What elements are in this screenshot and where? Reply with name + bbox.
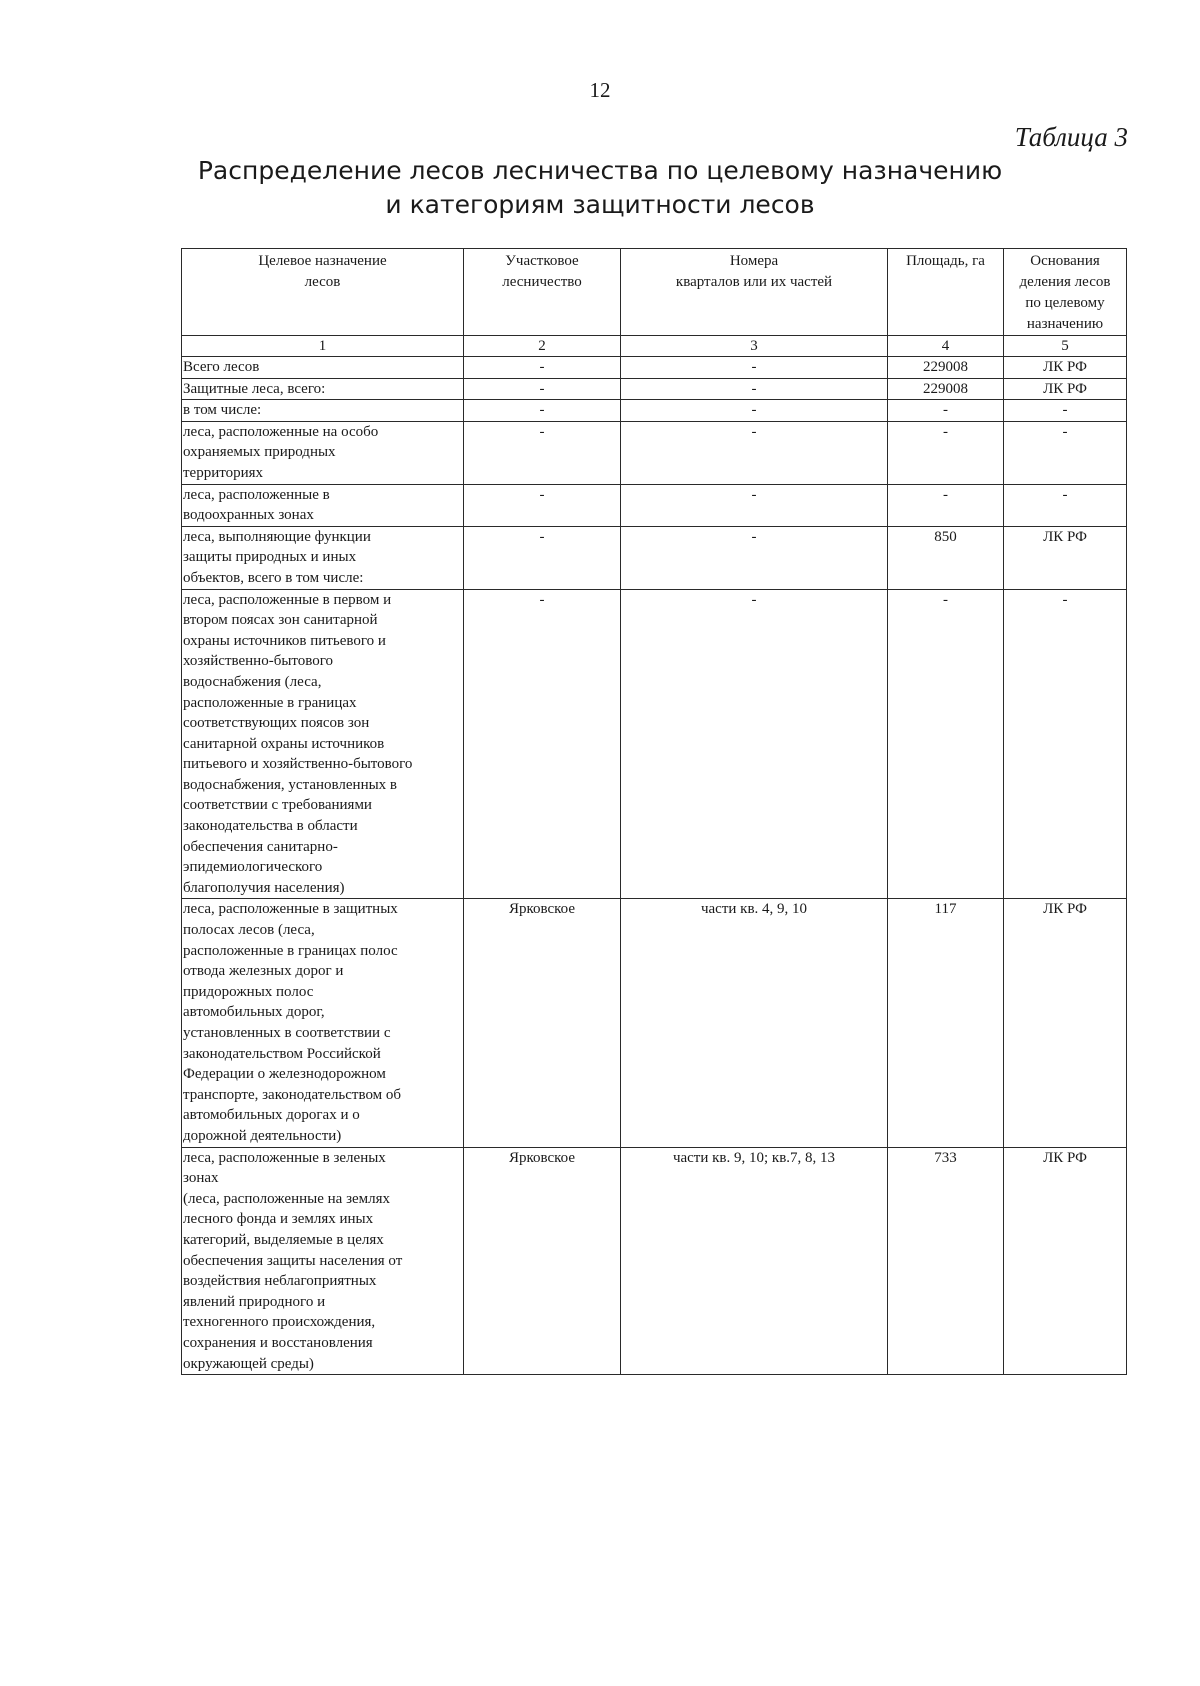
column-number: 5 xyxy=(1004,336,1127,357)
table-cell-c1: леса, расположенные в защитных полосах лесов (леса, расположенные в границах полос отвода железных дорог и придорожных полос автомобильных дорог, установленных в соответствии с законодательством Российской Федерации о железнодорожном транспорте, законодательством об автомобильных дорогах и о дорожной деятельности) xyxy=(182,899,464,1147)
table-title-line-2: и категориям защитности лесов xyxy=(385,190,815,219)
table-cell-c3: части кв. 9, 10; кв.7, 8, 13 xyxy=(621,1147,888,1375)
table-cell-c2: - xyxy=(464,484,621,526)
table-cell-c3: - xyxy=(621,589,888,899)
table-row xyxy=(182,400,1127,422)
table-cell-c4: 733 xyxy=(888,1147,1004,1375)
table-cell-c4: 229008 xyxy=(888,357,1004,379)
table-cell-c4: - xyxy=(888,421,1004,484)
table-row xyxy=(182,421,1127,484)
table-cell-c5: - xyxy=(1004,421,1127,484)
table-cell-c2: - xyxy=(464,526,621,589)
table-row xyxy=(182,526,1127,589)
table-row xyxy=(182,589,1127,899)
table-cell-c3: - xyxy=(621,400,888,422)
table-cell-c2: Ярковское xyxy=(464,899,621,1147)
table-cell-c1: в том числе: xyxy=(182,400,464,422)
table-cell-c2: - xyxy=(464,378,621,400)
column-number: 1 xyxy=(182,336,464,357)
forest-distribution-table xyxy=(181,248,1127,1375)
table-cell-c5: ЛК РФ xyxy=(1004,378,1127,400)
table-cell-c4: - xyxy=(888,589,1004,899)
column-number-row xyxy=(182,336,1127,357)
table-row xyxy=(182,484,1127,526)
table-cell-c1: леса, расположенные в первом и втором поясах зон санитарной охраны источников питьевого и хозяйственно-бытового водоснабжения (леса, расположенные в границах соответствующих поясов зон санитарной охраны источников питьевого и хозяйственно-бытового водоснабжения, установленных в соответствии с требованиями законодательства в области обеспечения санитарно- эпидемиологического благополучия населения) xyxy=(182,589,464,899)
table-cell-c4: 229008 xyxy=(888,378,1004,400)
table-cell-c4: 850 xyxy=(888,526,1004,589)
table-cell-c5: ЛК РФ xyxy=(1004,357,1127,379)
table-cell-c5: ЛК РФ xyxy=(1004,899,1127,1147)
table-cell-c1: леса, выполняющие функции защиты природных и иных объектов, всего в том числе: xyxy=(182,526,464,589)
table-cell-c4: 117 xyxy=(888,899,1004,1147)
table-cell-c5: - xyxy=(1004,589,1127,899)
page-number: 12 xyxy=(589,78,611,102)
table-cell-c3: - xyxy=(621,484,888,526)
table-row xyxy=(182,357,1127,379)
column-number: 2 xyxy=(464,336,621,357)
table-cell-c1: Всего лесов xyxy=(182,357,464,379)
table-title xyxy=(0,154,1200,222)
column-number: 4 xyxy=(888,336,1004,357)
table-cell-c5: - xyxy=(1004,400,1127,422)
table-title-line-1: Распределение лесов лесничества по целевому назначению xyxy=(197,156,1003,185)
table-cell-c5: ЛК РФ xyxy=(1004,1147,1127,1375)
column-number: 3 xyxy=(621,336,888,357)
table-cell-c2: Ярковское xyxy=(464,1147,621,1375)
table-cell-c4: - xyxy=(888,400,1004,422)
table-row xyxy=(182,1147,1127,1375)
table-cell-c3: - xyxy=(621,378,888,400)
table-cell-c2: - xyxy=(464,589,621,899)
table-cell-c2: - xyxy=(464,421,621,484)
table-cell-c2: - xyxy=(464,357,621,379)
table-cell-c2: - xyxy=(464,400,621,422)
table-cell-c1: леса, расположенные на особо охраняемых природных территориях xyxy=(182,421,464,484)
table-row xyxy=(182,378,1127,400)
table-row xyxy=(182,899,1127,1147)
header-district: Участковое лесничество xyxy=(464,249,621,336)
table-header-row xyxy=(182,249,1127,336)
table-cell-c3: - xyxy=(621,421,888,484)
table-label: Таблица 3 xyxy=(1014,122,1128,152)
table-cell-c5: - xyxy=(1004,484,1127,526)
table-cell-c3: части кв. 4, 9, 10 xyxy=(621,899,888,1147)
table-cell-c3: - xyxy=(621,526,888,589)
header-purpose: Целевое назначение лесов xyxy=(182,249,464,336)
table-cell-c5: ЛК РФ xyxy=(1004,526,1127,589)
header-basis: Основания деления лесов по целевому назначению xyxy=(1004,249,1127,336)
table-cell-c1: Защитные леса, всего: xyxy=(182,378,464,400)
header-quarters: Номера кварталов или их частей xyxy=(621,249,888,336)
table-cell-c1: леса, расположенные в водоохранных зонах xyxy=(182,484,464,526)
table-cell-c4: - xyxy=(888,484,1004,526)
table-cell-c3: - xyxy=(621,357,888,379)
header-area: Площадь, га xyxy=(888,249,1004,336)
table-cell-c1: леса, расположенные в зеленых зонах (леса, расположенные на землях лесного фонда и землях иных категорий, выделяемые в целях обеспечения защиты населения от воздействия неблагоприятных явлений природного и техногенного происхождения, сохранения и восстановления окружающей среды) xyxy=(182,1147,464,1375)
